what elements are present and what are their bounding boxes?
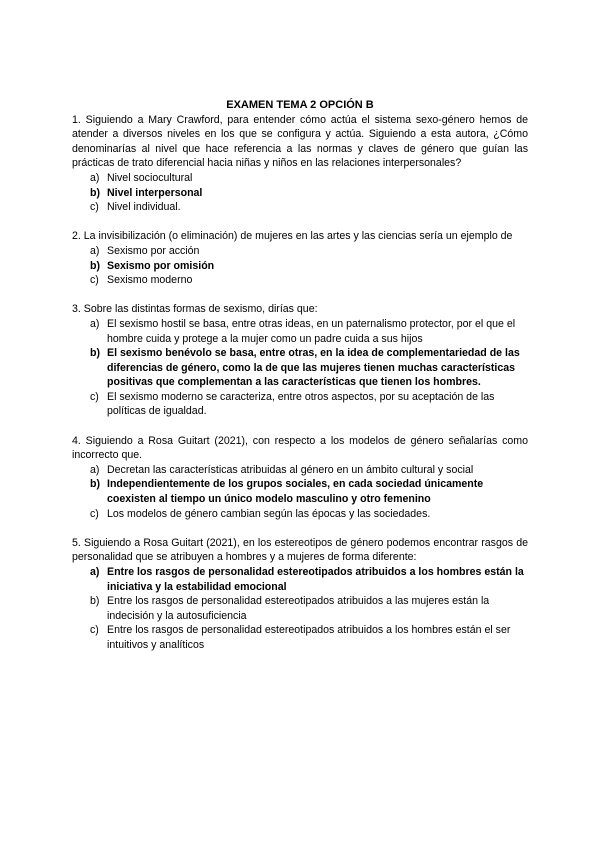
question-3: 3. Sobre las distintas formas de sexismo, dirías que: bbox=[72, 303, 318, 316]
option-2b: b) Sexismo por omisión bbox=[90, 259, 215, 272]
option-3b: b) El sexismo benévolo se basa, entre otras, en la idea de complementariedad de las diferencias de género, como la de que las mujeres tienen muchas características positivas que complementan a las características que tienen los hombres. bbox=[90, 347, 520, 389]
question-4-options bbox=[72, 463, 528, 521]
exam-page bbox=[72, 98, 528, 653]
page-title: EXAMEN TEMA 2 OPCIÓN B bbox=[226, 99, 374, 111]
question-4: 4. Siguiendo a Rosa Guitart (2021), con respecto a los modelos de género señalarías como incorrecto que. bbox=[72, 434, 528, 462]
option-5a: a) Entre los rasgos de personalidad estereotipados atribuidos a los hombres están la iniciativa y la estabilidad emocional bbox=[90, 566, 524, 593]
option-3a: a) El sexismo hostil se basa, entre otras ideas, en un paternalismo protector, por el que el hombre cuida y protege a la mujer como un padre cuida a sus hijos bbox=[90, 317, 516, 345]
question-5-options bbox=[72, 565, 528, 653]
question-1: 1. Siguiendo a Mary Crawford, para entender cómo actúa el sistema sexo-género hemos de atender a diversos niveles en los que se configura y actúa. Siguiendo a esta autora, ¿Cómo denominarías al nivel que hace referencia a las normas y claves de género que guían las prácticas de trato diferencial hacia niñas y niños en las relaciones interpersonales? bbox=[72, 113, 528, 170]
option-4b: b) Independientemente de los grupos sociales, en cada sociedad únicamente coexisten al tiempo un único modelo masculino y otro femenino bbox=[90, 478, 484, 506]
option-1b: b) Nivel interpersonal bbox=[90, 186, 203, 199]
question-5: 5. Siguiendo a Rosa Guitart (2021), en los estereotipos de género podemos encontrar rasgos de personalidad que se atribuyen a hombres y a mujeres de forma diferente: bbox=[72, 536, 528, 564]
question-2: 2. La invisibilización (o eliminación) de mujeres en las artes y las ciencias sería un ejemplo de bbox=[72, 230, 513, 243]
option-4a: a) Decretan las características atribuidas al género en un ámbito cultural y social bbox=[90, 463, 474, 476]
question-3-options bbox=[72, 317, 528, 419]
question-2-options bbox=[72, 244, 528, 288]
option-4c: c) Los modelos de género cambian según las épocas y las sociedades. bbox=[90, 507, 431, 520]
option-3c: c) El sexismo moderno se caracteriza, entre otros aspectos, por su aceptación de las políticas de igualdad. bbox=[90, 390, 495, 418]
option-1a: a) Nivel sociocultural bbox=[90, 171, 193, 184]
question-1-options bbox=[72, 171, 528, 215]
option-5b: b) Entre los rasgos de personalidad estereotipados atribuidos a las mujeres están la indecisión y la autosuficiencia bbox=[90, 595, 490, 622]
option-2c: c) Sexismo moderno bbox=[90, 274, 193, 287]
option-5c: c) Entre los rasgos de personalidad estereotipados atribuidos a los hombres están el ser intuitivos y analíticos bbox=[90, 624, 511, 651]
option-2a: a) Sexismo por acción bbox=[90, 244, 200, 257]
option-1c: c) Nivel individual. bbox=[90, 201, 181, 214]
